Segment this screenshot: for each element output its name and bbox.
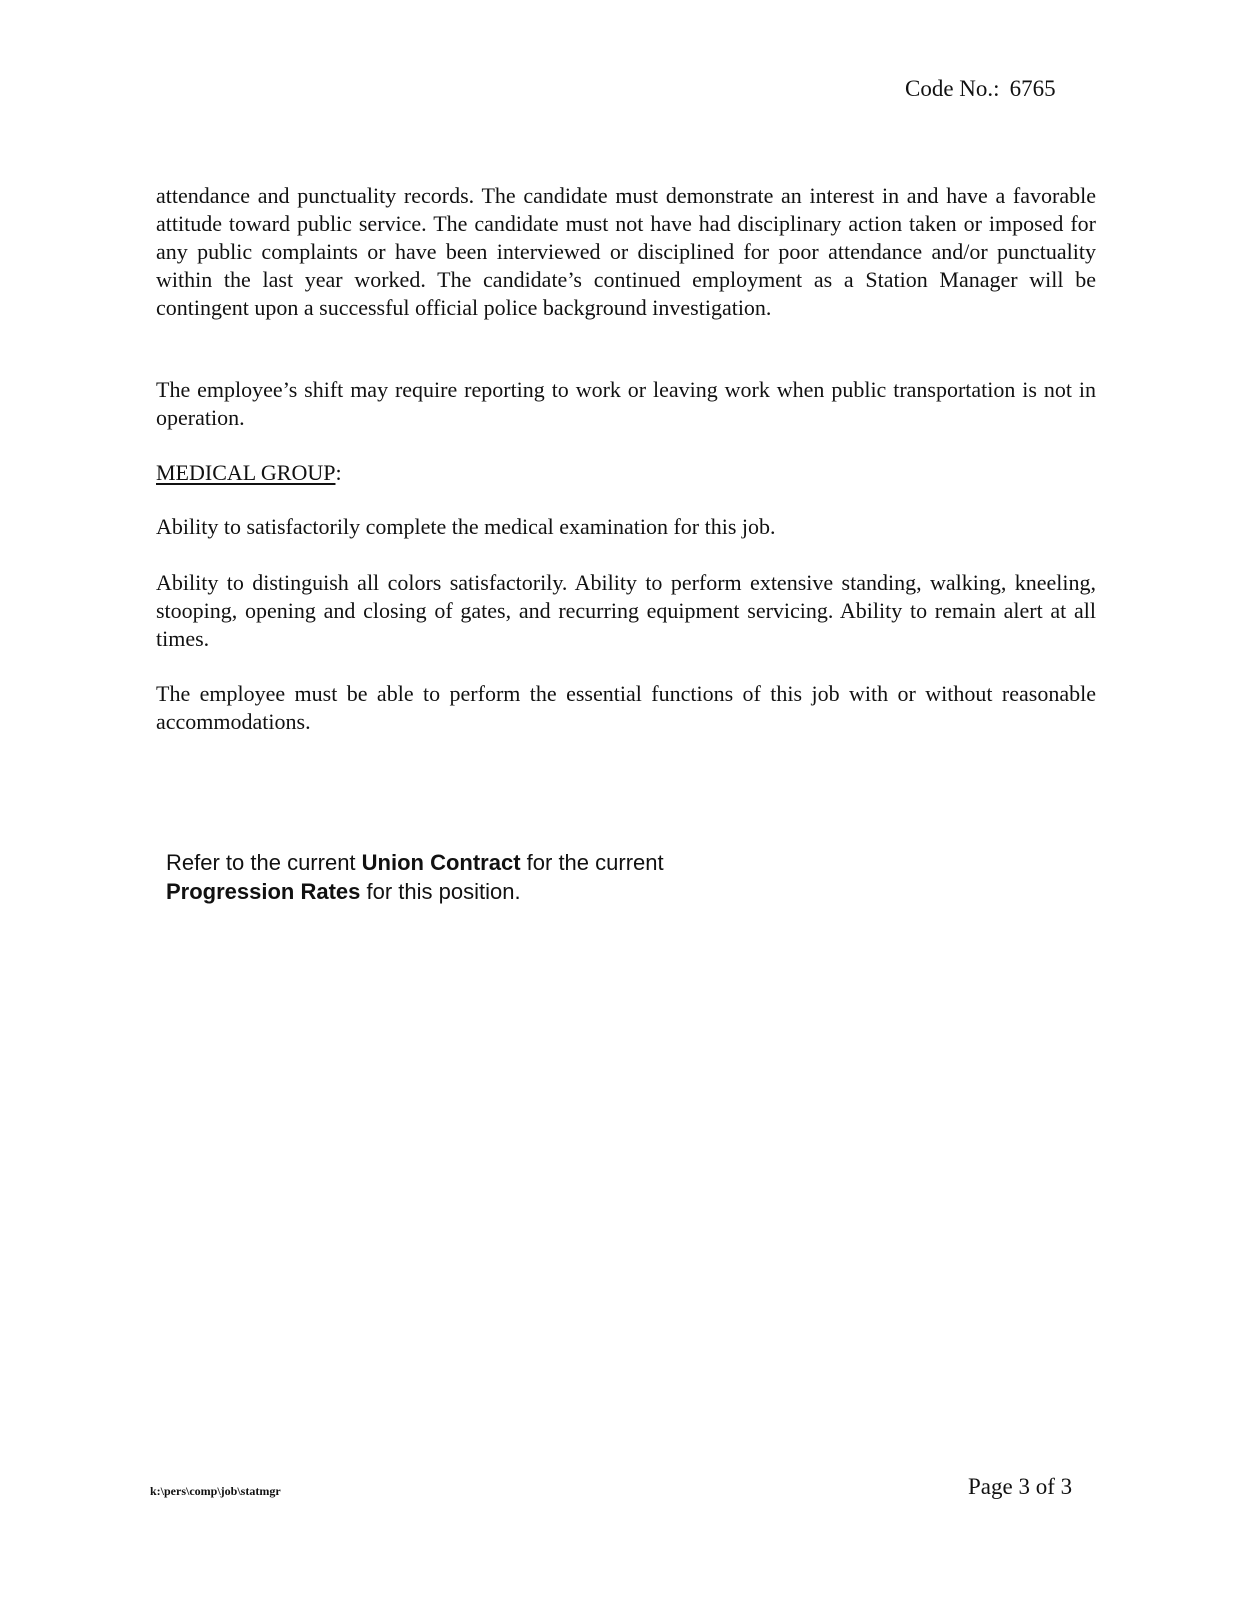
section-heading-medical-group	[156, 459, 1096, 487]
footer-file-path: k:\pers\comp\job\statmgr	[150, 1484, 281, 1498]
medical-group-heading-text: MEDICAL GROUP	[156, 460, 336, 485]
union-contract-note	[166, 848, 686, 906]
paragraph-essential-functions: The employee must be able to perform the essential functions of this job with or without reasonable accommodations.	[156, 681, 1096, 734]
code-number	[905, 76, 1056, 102]
paragraph-medical-exam: Ability to satisfactorily complete the medical examination for this job.	[156, 514, 776, 539]
code-number-label: Code No.:	[905, 76, 1000, 101]
medical-group-heading-colon: :	[335, 460, 342, 485]
paragraph-shift-transportation: The employee’s shift may require reporting to work or leaving work when public transportation is not in operation.	[156, 377, 1096, 430]
note-union-contract: Union Contract	[361, 850, 521, 875]
note-progression-rates: Progression Rates	[166, 879, 361, 904]
paragraph-attendance-requirements: attendance and punctuality records. The candidate must demonstrate an interest in and have a favorable attitude toward public service. The candidate must not have had disciplinary action taken or imposed for any public complaints or have been interviewed or disciplined for poor attendance and/or punctuality within the last year worked. The candidate’s continued employment as a Station Manager will be contingent upon a successful official police background investigation.	[156, 183, 1096, 320]
note-text-1: Refer to the current	[166, 850, 362, 875]
code-number-value: 6765	[1009, 76, 1056, 101]
note-text-3: for this position.	[360, 879, 521, 904]
footer-page-number: Page 3 of 3	[968, 1474, 1073, 1499]
paragraph-physical-abilities: Ability to distinguish all colors satisfactorily. Ability to perform extensive standing, walking, kneeling, stooping, opening and closing of gates, and recurring equipment servicing. Ability to remain alert at all times.	[156, 570, 1096, 651]
note-text-2: for the current	[520, 850, 664, 875]
